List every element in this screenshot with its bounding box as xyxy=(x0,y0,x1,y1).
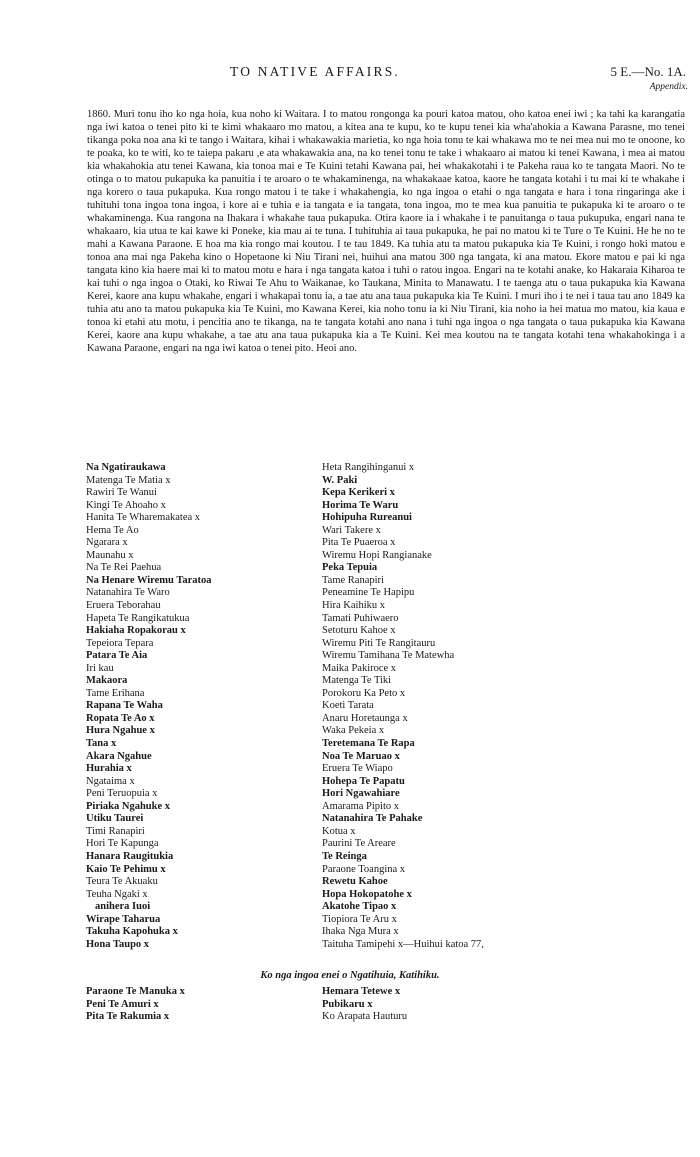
signature-name: Wari Takere x xyxy=(322,524,381,536)
signature-name: Te Reinga xyxy=(322,850,367,862)
signature-name: Hohipuha Rureanui xyxy=(322,512,412,524)
signature-name: Hohepa Te Papatu xyxy=(322,775,405,787)
signature-name: Peni Teruopuia x xyxy=(86,788,158,800)
signature-name: Teretemana Te Rapa xyxy=(322,738,415,750)
signature-name: Horima Te Waru xyxy=(322,499,399,511)
signature-name: Tamati Puhiwaero xyxy=(322,612,399,624)
signature-name: Wiremu Tamihana Te Matewha xyxy=(322,650,455,662)
signature-name: Wirape Taharua xyxy=(86,913,161,925)
signature-list-right xyxy=(322,462,622,951)
signature-name: Hira Kaihiku x xyxy=(322,600,385,612)
signature-name: Tiopiora Te Aru x xyxy=(322,913,397,925)
signature-name: Hura Ngahue x xyxy=(86,725,155,737)
signature-name: Eruera Teborahau xyxy=(86,600,161,612)
signature-name: Na Te Rei Paehua xyxy=(86,562,162,574)
signature-name: Koeti Tarata xyxy=(322,700,374,712)
signature-name: Akara Ngahue xyxy=(86,750,152,762)
signature-name: Teuha Ngaki x xyxy=(86,888,148,900)
signature-name: Waka Pekeia x xyxy=(322,725,385,737)
signature-name: Hema Te Ao xyxy=(86,524,139,536)
signature-name: Natanahira Te Pahake xyxy=(322,813,423,825)
signature-name: Tame Erihana xyxy=(86,687,145,699)
signature-name: Paurini Te Areare xyxy=(322,838,396,850)
signature-name: Kepa Kerikeri x xyxy=(322,487,395,499)
signature-name: Peka Tepuia xyxy=(322,562,378,574)
signature-name: Rewetu Kahoe xyxy=(322,876,388,888)
signature-name: Patara Te Aia xyxy=(86,650,148,662)
appendix-label: Appendix. xyxy=(649,82,688,92)
signature-name: Timi Ranapiri xyxy=(86,825,145,837)
signature-name: Hapeta Te Rangikatukua xyxy=(86,612,190,624)
signature-name: Anaru Horetaunga x xyxy=(322,712,408,724)
signature-name: Peneamine Te Hapipu xyxy=(322,587,415,599)
signature-name: Tepeiora Tepara xyxy=(86,637,154,649)
signature-name: Tana x xyxy=(86,738,117,750)
signature-name: Ngataima x xyxy=(86,775,135,787)
signature-name: Pita Te Puaeroa x xyxy=(322,537,396,549)
signature-name: Peni Te Amuri x xyxy=(86,998,159,1010)
signature-name: Na Ngatiraukawa xyxy=(86,462,166,473)
signature-name: Wiremu Hopi Rangianake xyxy=(322,549,432,561)
signature-list-left xyxy=(86,462,306,951)
signature-name: Hanita Te Wharemakatea x xyxy=(86,512,201,524)
signature-name: Kotua x xyxy=(322,825,356,837)
signature-name: Porokoru Ka Peto x xyxy=(322,687,406,699)
signature-name: Na Henare Wiremu Taratoa xyxy=(86,574,212,586)
signature-name: Hopa Hokopatohe x xyxy=(322,888,412,900)
signature-name: Natanahira Te Waro xyxy=(86,587,170,599)
signature-name: Maunahu x xyxy=(86,549,134,561)
signature-name: Tame Ranapiri xyxy=(322,574,384,586)
signature-name: Iri kau xyxy=(86,662,114,674)
signature-name: Rawiri Te Wanui xyxy=(86,487,157,499)
page-title: TO NATIVE AFFAIRS. xyxy=(230,64,400,79)
signature-name: Taituha Tamipehi x—Huihui katoa 77, xyxy=(322,938,484,950)
signature-name: Matenga Te Matia x xyxy=(86,474,171,486)
signature-name: Hemara Tetewe x xyxy=(322,986,401,997)
signature-name: Teura Te Akuaku xyxy=(86,876,158,888)
signature-name: Hakiaha Ropakorau x xyxy=(86,625,186,637)
signature-name: Rapana Te Waha xyxy=(86,700,163,712)
signature-name: Piriaka Ngahuke x xyxy=(86,800,171,812)
signature-name: Amarama Pipito x xyxy=(322,800,399,812)
signature-name: W. Paki xyxy=(322,474,358,486)
page-reference: 5 E.—No. 1A. xyxy=(610,64,686,79)
signature-name: Takuha Kapohuka x xyxy=(86,926,178,938)
signature-list-2-left xyxy=(86,986,306,1024)
signature-name: Pita Te Rakumia x xyxy=(86,1011,170,1023)
signature-name: Kaio Te Pehimu x xyxy=(86,863,166,875)
signature-name: Ko Arapata Hauturu xyxy=(322,1011,408,1023)
signature-name: Paraone Toangina x xyxy=(322,863,406,875)
signature-name: Kingi Te Ahoaho x xyxy=(86,499,166,511)
section-subheading: Ko nga ingoa enei o Ngatihuia, Katihiku. xyxy=(260,970,440,981)
body-paragraph: 1860. Muri tonu iho ko nga hoia, kua noho ki Waitara. I to matou rongonga ka pouri katoa matou, oho katoa enei iwi ; ka tahi ka karangatia nga iwi katoa o tenei pito ki te kimi whakaaro mo matou, a kitea ana te kupu, ko te kupu tenei kia wha'ahokia a Kawana Parasne, mo tenei tikanga poka noa ana ki te tango i Waitara, kihai i whakawakia marietia, ko nga hoia tonu te kai whakawa mo te nei mea nui mo te onoone, ko te poaka, ko te witi, ko te taiepa pakaru ,e ata whakawakia ana, na ko tenei tonu te take i whakaaro ai matou ki tenei Kawana, i mea ai matou kia whakahokia atu tenei Kawana, kia tonoa mai e Te Kuini tetahi Kawana pai, hei whakakotahi i te Pakeha raua ko te tangata Maori. No te otinga o to matou pukapuka ka panuitia i te aroaro o te whakaminenga, na whakakaae katoa, kaore he tangata kotahi i tu mai ki te whakahe i nga korero o taua pukapuka. Kua rongo matou i te take i whakahengia, ko nga ingoa o etahi o nga tangata e hara i tona ringaringa ake i tuhituhi tona ingoa tona ingoa, i kore ai e tuhia e ia tangata e ia tangata, tona ingoa, mo te mea kua panuitia te pukapuka ki te aroaro o te whakaminenga. Kua rangona na Ihakara i whakahe taua pukapuka. Otira kaore ia i whakahe i te panuitanga o taua pukupuka, engari nana te whakaaro, kia utua te kai kawe ki Poneke, kia mau ai te tuna. I tuhituhia ai taua pukapuka, he pai no matou ki te Ture o Te Kuini. He he no te mahi a Kawana Paraone. E hoa ma kia rongo mai koutou. I te tau 1849. Ka tuhia atu ta matou pukapuka kia Te Kuini, i rongo hoki matou e tonoa ana mai nga Pakeha kino o Hopetaone ki Niu Tirani nei, huihui ana matou 300 nga tangata, ki ana matou. Ekore matou e pai ki nga tangata kino kia haere mai ki to matou motu e hara i nga tangata katoa i tuhi o ratou ingoa. Engari na te kotahi anake, ko Hakaraia Kiharoa te kai tuhi o nga ingoa o Otaki, ko Riwai Te Ahu to Waikanae, ko Taukana, Minita to Manawatu. I te taenga atu o taua pukapuka kia Kawana Kerei, kaore ana kupu whakahe, engari i whakapai tonu ia, a tae atu ana taua pukapuka kia Te Kuini. I muri iho i te nei i taua tau ano 1849 ka tuhia atu ano ta matou pukapuka kia Te Kuini, mo Kawana Kerei, kia noho tonu ia ki Niu Tirani, kia noho ia hei matua mo matou, kia kaua e tonoa ki etahi atu motu, i pencitia ano te tikanga, na te tangata kotahi ano nana i tuhi nga ingoa o nga tangata o taua pukapuka kia Kawana Kerei, kaore ana kupu whakahe, a tae atu ana taua pukapuka kia a Te Kuini. Kei mea koutou na te tangata kotahi tena whakahokinga i a Kawana Paraone, engari na nga iwi katoa o tenei pito. Heoi ano. xyxy=(87,108,685,354)
signature-name: Ropata Te Ao x xyxy=(86,712,155,724)
signature-name: Hurahia x xyxy=(86,763,132,775)
signature-name: anihera Iuoi xyxy=(95,901,151,913)
signature-name: Noa Te Maruao x xyxy=(322,750,400,762)
signature-name: Wiremu Piti Te Rangitauru xyxy=(322,637,436,649)
signature-name: Hori Ngawahiare xyxy=(322,788,400,800)
signature-name: Paraone Te Manuka x xyxy=(86,986,185,997)
signature-name: Pubikaru x xyxy=(322,998,373,1010)
signature-name: Maika Pakiroce x xyxy=(322,662,397,674)
signature-name: Eruera Te Wiapo xyxy=(322,763,393,775)
signature-name: Hona Taupo x xyxy=(86,938,150,950)
signature-name: Ihaka Nga Mura x xyxy=(322,926,399,938)
signature-name: Makaora xyxy=(86,675,128,687)
signature-list-2-right xyxy=(322,986,622,1024)
signature-name: Setoturu Kahoe x xyxy=(322,625,396,637)
signature-name: Heta Rangihinganui x xyxy=(322,462,415,473)
signature-name: Akatohe Tipao x xyxy=(322,901,397,913)
signature-name: Hanara Raugitukia xyxy=(86,850,174,862)
running-header xyxy=(0,58,700,92)
signature-name: Ngarara x xyxy=(86,537,128,549)
signature-name: Utiku Taurei xyxy=(86,813,144,825)
signature-name: Matenga Te Tiki xyxy=(322,675,392,687)
signature-name: Hori Te Kapunga xyxy=(86,838,159,850)
